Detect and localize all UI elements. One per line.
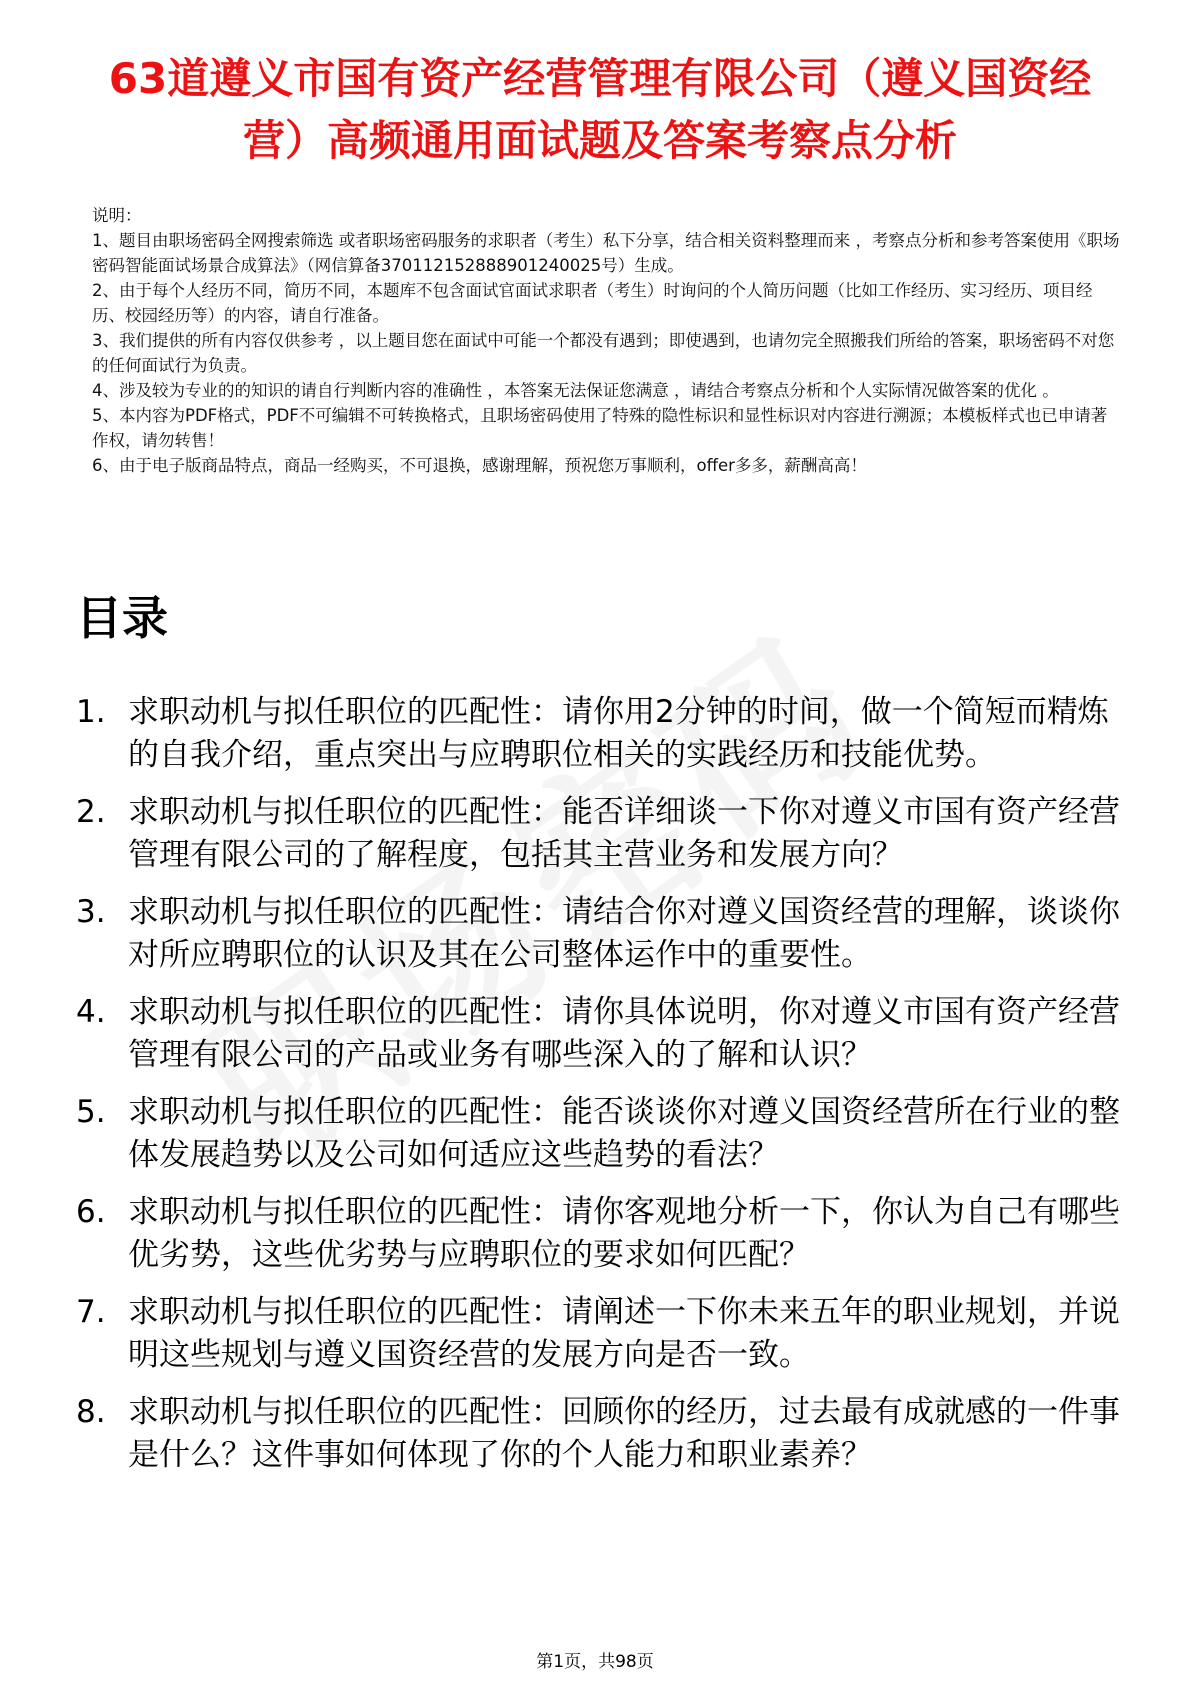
- note-item: 6、由于电子版商品特点，商品一经购买，不可退换，感谢理解，预祝您万事顺利，offer多多，薪酬高高！: [92, 456, 867, 475]
- toc-item[interactable]: [76, 1091, 1126, 1177]
- notes-section: [92, 203, 1122, 478]
- toc-item[interactable]: [76, 891, 1126, 977]
- toc-item-text: 求职动机与拟任职位的匹配性：请结合你对遵义国资经营的理解，谈谈你对所应聘职位的认识及其在公司整体运作中的重要性。: [128, 894, 1120, 973]
- note-item: 1、题目由职场密码全网搜索筛选 或者职场密码服务的求职者（考生）私下分享，结合相关资料整理而来 ，考察点分析和参考答案使用《职场密码智能面试场景合成算法》（网信算备370112152888901240025号）生成。: [92, 231, 1120, 275]
- toc-item-number: 3.: [76, 894, 106, 930]
- document-title: 63道遵义市国有资产经营管理有限公司（遵义国资经营）高频通用面试题及答案考察点分析: [108, 54, 1092, 165]
- toc-item-number: 8.: [76, 1394, 106, 1430]
- toc-item-text: 求职动机与拟任职位的匹配性：能否谈谈你对遵义国资经营所在行业的整体发展趋势以及公司如何适应这些趋势的看法？: [128, 1094, 1120, 1173]
- toc-item[interactable]: [76, 791, 1126, 877]
- toc-item-text: 求职动机与拟任职位的匹配性：回顾你的经历，过去最有成就感的一件事是什么？这件事如何体现了你的个人能力和职业素养？: [128, 1394, 1120, 1473]
- table-of-contents: [76, 691, 1126, 1491]
- toc-item[interactable]: [76, 1391, 1126, 1477]
- page-footer: 第1页，共98页: [536, 1652, 654, 1672]
- toc-item-text: 求职动机与拟任职位的匹配性：能否详细谈一下你对遵义市国有资产经营管理有限公司的了解程度，包括其主营业务和发展方向？: [128, 794, 1120, 873]
- toc-item[interactable]: [76, 1291, 1126, 1377]
- toc-item[interactable]: [76, 991, 1126, 1077]
- toc-item-text: 求职动机与拟任职位的匹配性：请你具体说明，你对遵义市国有资产经营管理有限公司的产品或业务有哪些深入的了解和认识？: [128, 994, 1120, 1073]
- toc-item-number: 7.: [76, 1294, 106, 1330]
- toc-item-number: 4.: [76, 994, 106, 1030]
- note-item: 3、我们提供的所有内容仅供参考 ，以上题目您在面试中可能一个都没有遇到；即使遇到，也请勿完全照搬我们所给的答案，职场密码不对您的任何面试行为负责。: [92, 331, 1115, 375]
- toc-item-number: 2.: [76, 794, 106, 830]
- toc-item-text: 求职动机与拟任职位的匹配性：请阐述一下你未来五年的职业规划，并说明这些规划与遵义国资经营的发展方向是否一致。: [128, 1294, 1120, 1373]
- toc-item[interactable]: [76, 1191, 1126, 1277]
- note-item: 4、涉及较为专业的的知识的请自行判断内容的准确性 ，本答案无法保证您满意 ，请结合考察点分析和个人实际情况做答案的优化 。: [92, 381, 1059, 400]
- toc-item-number: 5.: [76, 1094, 106, 1130]
- note-item: 2、由于每个人经历不同，简历不同，本题库不包含面试官面试求职者（考生）时询问的个人简历问题（比如工作经历、实习经历、项目经历、校园经历等）的内容，请自行准备。: [92, 281, 1093, 325]
- toc-item-text: 求职动机与拟任职位的匹配性：请你客观地分析一下，你认为自己有哪些优劣势，这些优劣势与应聘职位的要求如何匹配？: [128, 1194, 1120, 1273]
- notes-heading: 说明：: [92, 206, 142, 225]
- toc-item-number: 6.: [76, 1194, 106, 1230]
- toc-heading: 目录: [76, 591, 168, 645]
- toc-item[interactable]: [76, 691, 1126, 777]
- toc-item-text: 求职动机与拟任职位的匹配性：请你用2分钟的时间，做一个简短而精炼的自我介绍，重点突出与应聘职位相关的实践经历和技能优势。: [128, 694, 1109, 773]
- note-item: 5、本内容为PDF格式，PDF不可编辑不可转换格式，且职场密码使用了特殊的隐性标识和显性标识对内容进行溯源；本模板样式也已申请著作权，请勿转售！: [92, 406, 1108, 450]
- toc-item-number: 1.: [76, 694, 106, 730]
